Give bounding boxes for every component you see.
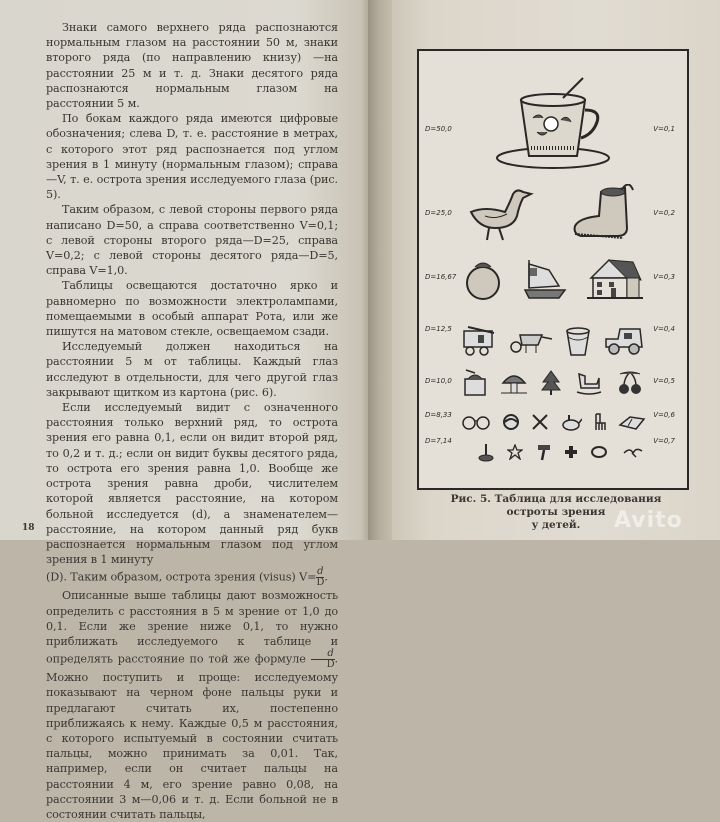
mushroom-icon [501, 371, 527, 395]
row-pictures [455, 251, 651, 307]
paragraph: По бокам каждого ряда имеются цифровые обозначения; слева D, т. е. расстояние в метрах, с которого этот ряд распознается под углом зрения в 1 минуту (нормальным глазом); справа—V, т. е. острота зрения исследуемого глаза (рис. 5). [46, 112, 338, 202]
v-label: V=0,5 [653, 377, 675, 385]
formula-fraction [311, 649, 335, 670]
scissors-icon [531, 413, 549, 431]
hammer-icon [537, 443, 551, 461]
v-label: V=0,4 [653, 325, 675, 333]
d-label: D=50,0 [425, 125, 452, 133]
caption-line-1: Рис. 5. Таблица для исследования остроты зрения [450, 493, 662, 518]
teacup-icon [493, 76, 613, 176]
row-pictures [455, 71, 651, 181]
caption-line-2: у детей. [531, 519, 581, 531]
denominator: D [316, 577, 325, 589]
d-label: D=25,0 [425, 209, 452, 217]
row-pictures [455, 319, 651, 363]
formula-suffix: . [324, 570, 328, 584]
d-label: D=16,67 [425, 273, 457, 281]
candle-icon [478, 442, 494, 462]
body-text [46, 20, 338, 822]
car-icon [602, 325, 646, 357]
chart-row-4 [419, 319, 687, 363]
paragraph: Таким образом, с левой стороны первого ряда написано D=50, а справа соответственно V=0,1; с левой стороны второго ряда—D=25, справа V=0,2; с левой стороны десятого ряда—D=5, справа V=1,0. [46, 203, 338, 278]
wheelbarrow-icon [508, 327, 554, 355]
avito-watermark: Avito [614, 508, 683, 533]
ring-icon [590, 445, 608, 459]
paragraph [46, 588, 338, 822]
teapot-icon [560, 413, 582, 431]
v-label: V=0,7 [653, 437, 675, 445]
d-label: D=8,33 [425, 411, 452, 419]
fir-tree-icon [540, 370, 562, 396]
sailboat-icon [519, 256, 571, 302]
coffee-grinder-icon [462, 369, 488, 397]
star-icon [507, 444, 523, 460]
visus-fraction [316, 567, 324, 588]
chart-row-2 [419, 181, 687, 251]
apple-icon [463, 257, 503, 301]
locomotive-icon [460, 325, 498, 357]
paragraph-part: Описанные выше таблицы дают возможность определить с расстояния в 5 м зрение от 1,0 до 0,1. Если же зрение ниже 0,1, то нужно приближать исследуемого к таблице и определять расстояние по той же формуле [46, 589, 338, 666]
duck-icon [465, 186, 535, 246]
d-label: D=7,14 [425, 437, 452, 445]
row-pictures [455, 363, 651, 403]
denominator: D [311, 659, 335, 670]
boot-icon [571, 184, 641, 248]
v-label: V=0,1 [653, 125, 675, 133]
formula-line [46, 567, 338, 588]
ball-icon [502, 413, 520, 431]
chart-row-1 [419, 71, 687, 181]
paragraph: Исследуемый должен находиться на расстоянии 5 м от таблицы. Каждый глаз исследуют в отдельности, для чего другой глаз закрывают щитком из картона (рис. 6). [46, 340, 338, 399]
bucket-icon [564, 325, 592, 357]
paragraph-part: . Можно поступить и проще: исследуемому показывают на черном фоне пальцы руки и предлагают считать их, постепенно приближаясь к нему. Каждые 0,5 м расстояния, с которого испытуемый в состоянии считать пальцы, можно принимать за 0,01. Так, например, если он считает пальцы на расстоянии 4 м, его зрение равно 0,08, на расстоянии 3 м—0,06 и т. д. Если больной не в состоянии считать пальцы, [46, 652, 338, 821]
page-number: 18 [22, 523, 35, 533]
numerator: d [317, 566, 324, 578]
rocking-horse-icon [575, 370, 603, 396]
row-pictures [455, 181, 651, 251]
v-label: V=0,6 [653, 411, 675, 419]
book-icon [618, 413, 646, 431]
paragraph: Если исследуемый видит с означенного расстояния только верхний ряд, то острота зрения его равна 0,1, если он видит второй ряд, то 0,2 и т. д.; если он видит буквы десятого ряда, то острота его зрения равна 1,0. Вообще же острота зрения равна дроби, числителем которой является расстояние, на котором больной исследуется (d), а знаменателем—расстояние, на котором данный ряд букв распознается нормальным глазом под углом зрения в 1 минуту [46, 401, 338, 567]
cross-icon [565, 446, 577, 458]
row-pictures [455, 437, 651, 467]
visual-acuity-chart [417, 49, 689, 490]
paragraph: Таблицы освещаются достаточно ярко и равномерно по возможности электролампами, помещаемыми в особый аппарат Рота, или же пишутся на матовом стекле, освещаемом сзади. [46, 279, 338, 339]
bird-icon [622, 445, 644, 459]
numerator: d [327, 648, 334, 660]
cherries-icon [616, 370, 644, 396]
paragraph: Знаки самого верхнего ряда распознаются нормальным глазом на расстоянии 50 м, знаки второго ряда (по направлению книзу) —на расстоянии 25 м и т. д. Знаки десятого ряда распознаются нормальным глазом на расстоянии 5 м. [46, 21, 338, 111]
row-pictures [455, 407, 651, 437]
chart-row-5 [419, 363, 687, 403]
v-label: V=0,2 [653, 209, 675, 217]
chair-icon [593, 413, 607, 431]
chart-row-7 [419, 437, 687, 467]
chart-row-6 [419, 407, 687, 437]
d-label: D=12,5 [425, 325, 452, 333]
glasses-icon [461, 414, 491, 430]
v-label: V=0,3 [653, 273, 675, 281]
house-icon [587, 256, 643, 302]
formula-prefix: (D). Таким образом, острота зрения (visus) V= [46, 570, 317, 584]
chart-row-3 [419, 251, 687, 307]
d-label: D=10,0 [425, 377, 452, 385]
